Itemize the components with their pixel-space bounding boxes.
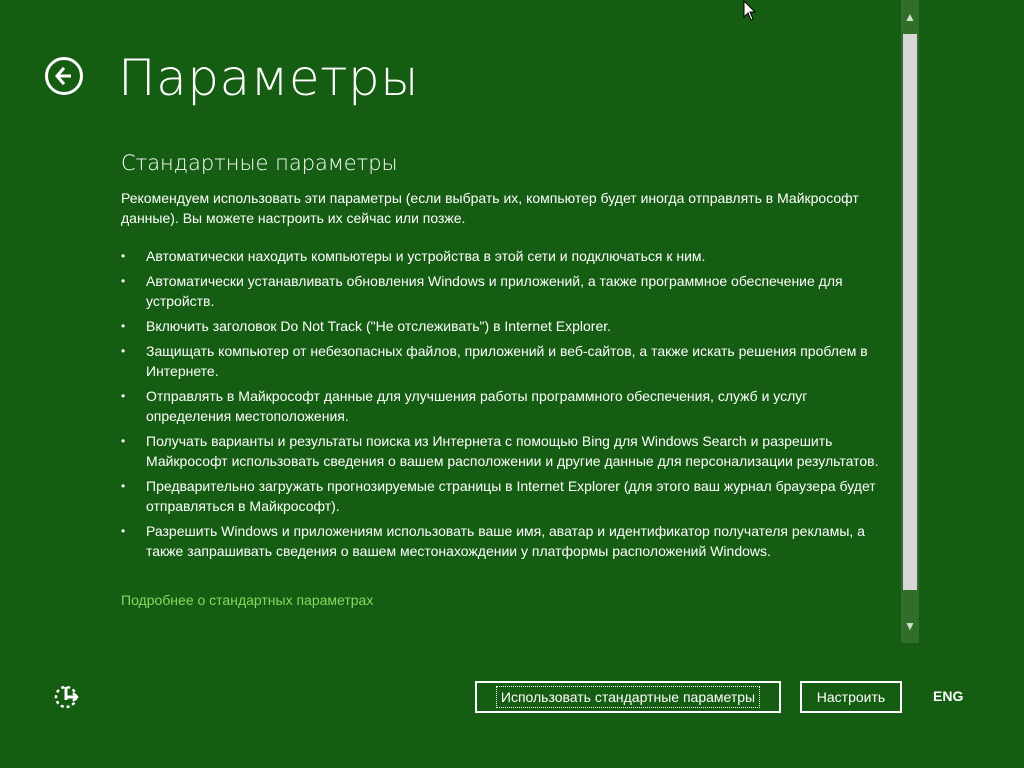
- list-item-text: Получать варианты и результаты поиска из Интернета с помощью Bing для Windows Search и разрешить Майкрософт использовать сведения о вашем расположении и другие данные для персонализации результатов.: [146, 433, 879, 469]
- customize-label: Настроить: [816, 689, 886, 705]
- settings-list: [121, 246, 896, 561]
- list-item-text: Защищать компьютер от небезопасных файлов, приложений и веб-сайтов, а также искать решения проблем в Интернете.: [146, 343, 868, 379]
- mouse-pointer-icon: [743, 0, 757, 22]
- use-express-settings-label: Использовать стандартные параметры: [496, 686, 760, 708]
- list-item: [121, 521, 896, 561]
- bullet-icon: •: [121, 344, 126, 358]
- bullet-icon: •: [121, 524, 126, 538]
- bullet-icon: •: [121, 249, 126, 263]
- list-item: [121, 246, 896, 266]
- bullet-icon: •: [121, 319, 126, 333]
- page-title: Параметры: [118, 49, 420, 107]
- language-indicator[interactable]: ENG: [933, 688, 964, 704]
- scroll-up-icon[interactable]: ▲: [904, 10, 916, 24]
- vertical-scrollbar[interactable]: [901, 0, 919, 643]
- intro-text: Рекомендуем использовать эти параметры (если выбрать их, компьютер будет иногда отправлять в Майкрософт данные). Вы можете настроить их сейчас или позже.: [121, 190, 859, 226]
- list-item: [121, 476, 896, 516]
- bullet-icon: •: [121, 274, 126, 288]
- list-item-text: Предварительно загружать прогнозируемые страницы в Internet Explorer (для этого ваш журнал браузера будет отправляться в Майкрософт).: [146, 478, 876, 514]
- customize-button[interactable]: [800, 681, 902, 713]
- list-item: [121, 341, 896, 381]
- list-item: [121, 431, 896, 471]
- bullet-icon: •: [121, 434, 126, 448]
- list-item: [121, 316, 896, 336]
- list-item-text: Автоматически находить компьютеры и устройства в этой сети и подключаться к ним.: [146, 248, 706, 264]
- list-item-text: Автоматически устанавливать обновления Windows и приложений, а также программное обеспечение для устройств.: [146, 273, 843, 309]
- settings-content: [121, 148, 896, 610]
- learn-more-link[interactable]: Подробнее о стандартных параметрах: [121, 592, 374, 608]
- list-item-text: Разрешить Windows и приложениям использовать ваше имя, аватар и идентификатор получателя рекламы, а также запрашивать сведения о вашем местонахождении у платформы расположений Windows.: [146, 523, 865, 559]
- bullet-icon: •: [121, 389, 126, 403]
- section-title: Стандартные параметры: [121, 151, 398, 175]
- list-item: [121, 271, 896, 311]
- ease-of-access-icon[interactable]: [53, 684, 79, 710]
- list-item-text: Отправлять в Майкрософт данные для улучшения работы программного обеспечения, служб и услуг определения местоположения.: [146, 388, 808, 424]
- list-item: [121, 386, 896, 426]
- scroll-down-icon[interactable]: ▼: [904, 619, 916, 633]
- scrollbar-thumb[interactable]: [903, 34, 917, 590]
- back-button[interactable]: [45, 57, 83, 95]
- list-item-text: Включить заголовок Do Not Track ("Не отслеживать") в Internet Explorer.: [146, 318, 612, 334]
- arrow-left-icon: [54, 66, 74, 86]
- use-express-settings-button[interactable]: [475, 681, 781, 713]
- bullet-icon: •: [121, 479, 126, 493]
